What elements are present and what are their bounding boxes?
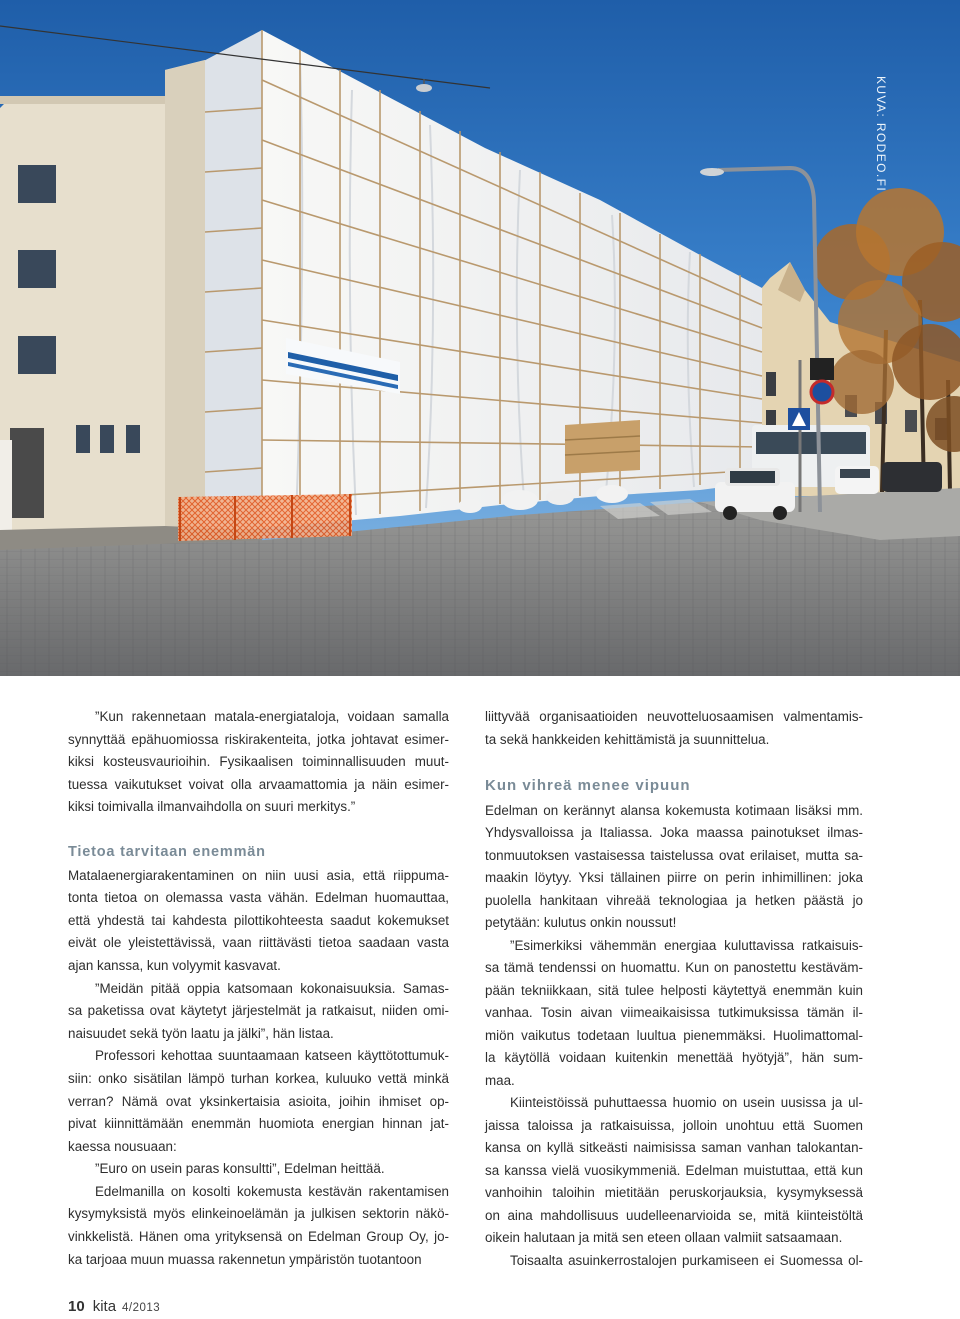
paragraph [485,935,863,1093]
text-line: sa tämä tendenssi on huomattu. Kun on panostettu kestäväm- [485,960,863,975]
text-line: petytään: kulutus onkin noussut! [485,915,677,930]
text-line: sa paketissa ovat käytetyt järjestelmät ja ratkaisut, niiden omi- [68,1003,449,1019]
text-line: ka tarjoaa muun muassa rakennetun ympäristön tuotantoon [68,1251,422,1267]
text-line: maa. [485,1072,515,1088]
text-line: vanhoihin taloihin mietitään peruskorjauksia, kysymyksessä [485,1185,863,1200]
text-line: eivät ole yleistettävissä, vaan riittävästi tietoa saadaan vasta [68,935,449,951]
building-side-face [198,30,262,534]
text-line: Yhdysvalloissa ja Italiassa. Joka maassa painotukset ilmas- [485,825,863,840]
text-line: verran? Nämä ovat yksinkertaisia asioita, joihin ihmiset op- [68,1093,449,1109]
text-line: ”Kun rakennetaan matala-energiataloja, voidaan samalla [95,709,449,724]
text-line: kiksi toimivalla ilmanvaihdolla on suuri merkitys.” [68,799,356,815]
text-line: ”Meidän pitää oppia katsomaan kokonaisuuksia. Samas- [95,980,449,996]
text-line: kansa on kyllä sitkeästi naimisissa saman vanhan talokantan- [485,1140,863,1155]
window [100,425,114,453]
window [18,336,56,374]
dark-car [882,462,942,492]
right-column [485,706,863,1272]
text-line: vanhaa. Tosin aivan viimeaikaisissa tutkimuksissa tämän il- [485,1005,863,1020]
paragraph [68,1158,449,1181]
text-line: jaissa taloissa ja ratkaisuissa, jolloin unohtuu että Suomen [485,1117,863,1133]
text-line: synnyttää epähuomiossa riskirakenteita, jotka johtavat esimer- [68,731,449,747]
text-line: siin: onko sisätilan lämpö turhan korkea, kuluuko vettä minkä [68,1070,449,1086]
paragraph [68,706,449,819]
window [126,425,140,453]
text-line: kysymyksistä myös elinkeinoelämän ja julkisen sektorin näkö- [68,1206,449,1222]
text-line: maakin löytyy. Yksi tällainen piirre on perin inhimillinen: joka [485,870,863,885]
door [10,428,44,518]
paragraph [485,1250,863,1273]
text-line: Edelman on kerännyt alansa kokemusta kotimaan lisäksi mm. [485,802,863,818]
left-column [68,706,449,1271]
paragraph [485,706,863,751]
page-number: 10 [68,1298,85,1315]
text-line: oikein halutaan ja mitä sen eteen ollaan valmiit satsaamaan. [485,1230,843,1245]
paragraph [68,1181,449,1271]
text-line: naisuudet sekä työn laatu ja jälki”, hän listaa. [68,1025,334,1041]
text-line: Edelmanilla on kosolti kokemusta kestävän rakentamisen [95,1183,449,1199]
text-line: miön vaikutus todetaan luultua pienemmäksi. Huolimattomal- [485,1027,863,1043]
text-line: pään tekniikkaan, sitä tulee helposti käytettyä enemmän kuin [485,982,863,998]
orange-fence [178,494,352,541]
paragraph [485,1092,863,1250]
text-line: ”Esimerkiksi vähemmän energiaa kuluttavissa ratkaisuis- [510,937,863,953]
text-line: Toisaalta asuinkerrostalojen purkamiseen ei Suomessa ol- [510,1252,863,1268]
issue-number: 4/2013 [122,1302,161,1314]
text-line: Professori kehottaa suuntaamaan katseen käyttötottumuk- [95,1048,449,1064]
left-building [0,60,205,548]
section-heading: Kun vihreä menee vipuun [485,777,691,794]
text-line: la käytöllä voidaan kuitenkin menettää hyötyjä”, hän sum- [485,1050,863,1065]
text-line: Kiinteistöissä puhuttaessa huomio on usein uusissa ja ul- [510,1095,863,1110]
text-line: ”Euro on usein paras konsultti”, Edelman heittää. [95,1161,385,1177]
paragraph [485,800,863,935]
text-line: on aina mahdollisuus uudelleenarvioida se, mitä kiinteistöltä [485,1207,863,1223]
text-line: pivat kiinnittämään enemmän huomiota energian hinnan jat- [68,1116,449,1132]
text-line: tonta tietoa on olemassa vasta vähän. Edelman huomauttaa, [68,890,449,906]
text-line: kiksi kosteusvaurioihin. Fysikaalisen toiminnallisuuden muut- [68,754,449,770]
text-line: tonmuutoksen vastaisessa taistelussa ovat erilaiset, mutta sa- [485,847,863,863]
window [76,425,90,453]
text-line: Matalaenergiarakentaminen on niin uusi asia, että riippuma- [68,867,449,883]
text-line: ajan kanssa, kun volyymit kasvavat. [68,957,281,973]
magazine-name: kita [92,1298,117,1315]
paragraph [68,978,449,1046]
text-line: että yhdestä tai kahdesta pilottikohteesta saadut kokemukset [68,912,449,928]
section-heading: Tietoa tarvitaan enemmän [68,843,266,860]
text-line: liittyvää organisaatioiden neuvotteluosaamisen valmentamis- [485,709,863,724]
paragraph [68,1045,449,1158]
text-line: ta sekä hankkeiden kehittämistä ja suunnittelua. [485,731,770,747]
plywood [565,420,640,474]
text-line: vinkkelistä. Hänen oma yrityksensä on Edelman Group Oy, jo- [68,1229,449,1245]
page-footer [68,1298,160,1318]
photo-credit: KUVA: RODEO.FI [874,76,888,193]
window [18,250,56,288]
text-line: puolella hankitaan vihreää teknologiaa ja hetken päästä jo [485,892,863,908]
paragraph [68,865,449,978]
text-line: sa kanssa vielä vuosikymmeniä. Edelman muistuttaa, että kun [485,1162,863,1178]
window [18,165,56,203]
text-line: kaessa nousuaan: [68,1138,177,1154]
text-line: tuessa vaikutukset voivat olla arvaamattomia ja näin esimer- [68,776,449,792]
